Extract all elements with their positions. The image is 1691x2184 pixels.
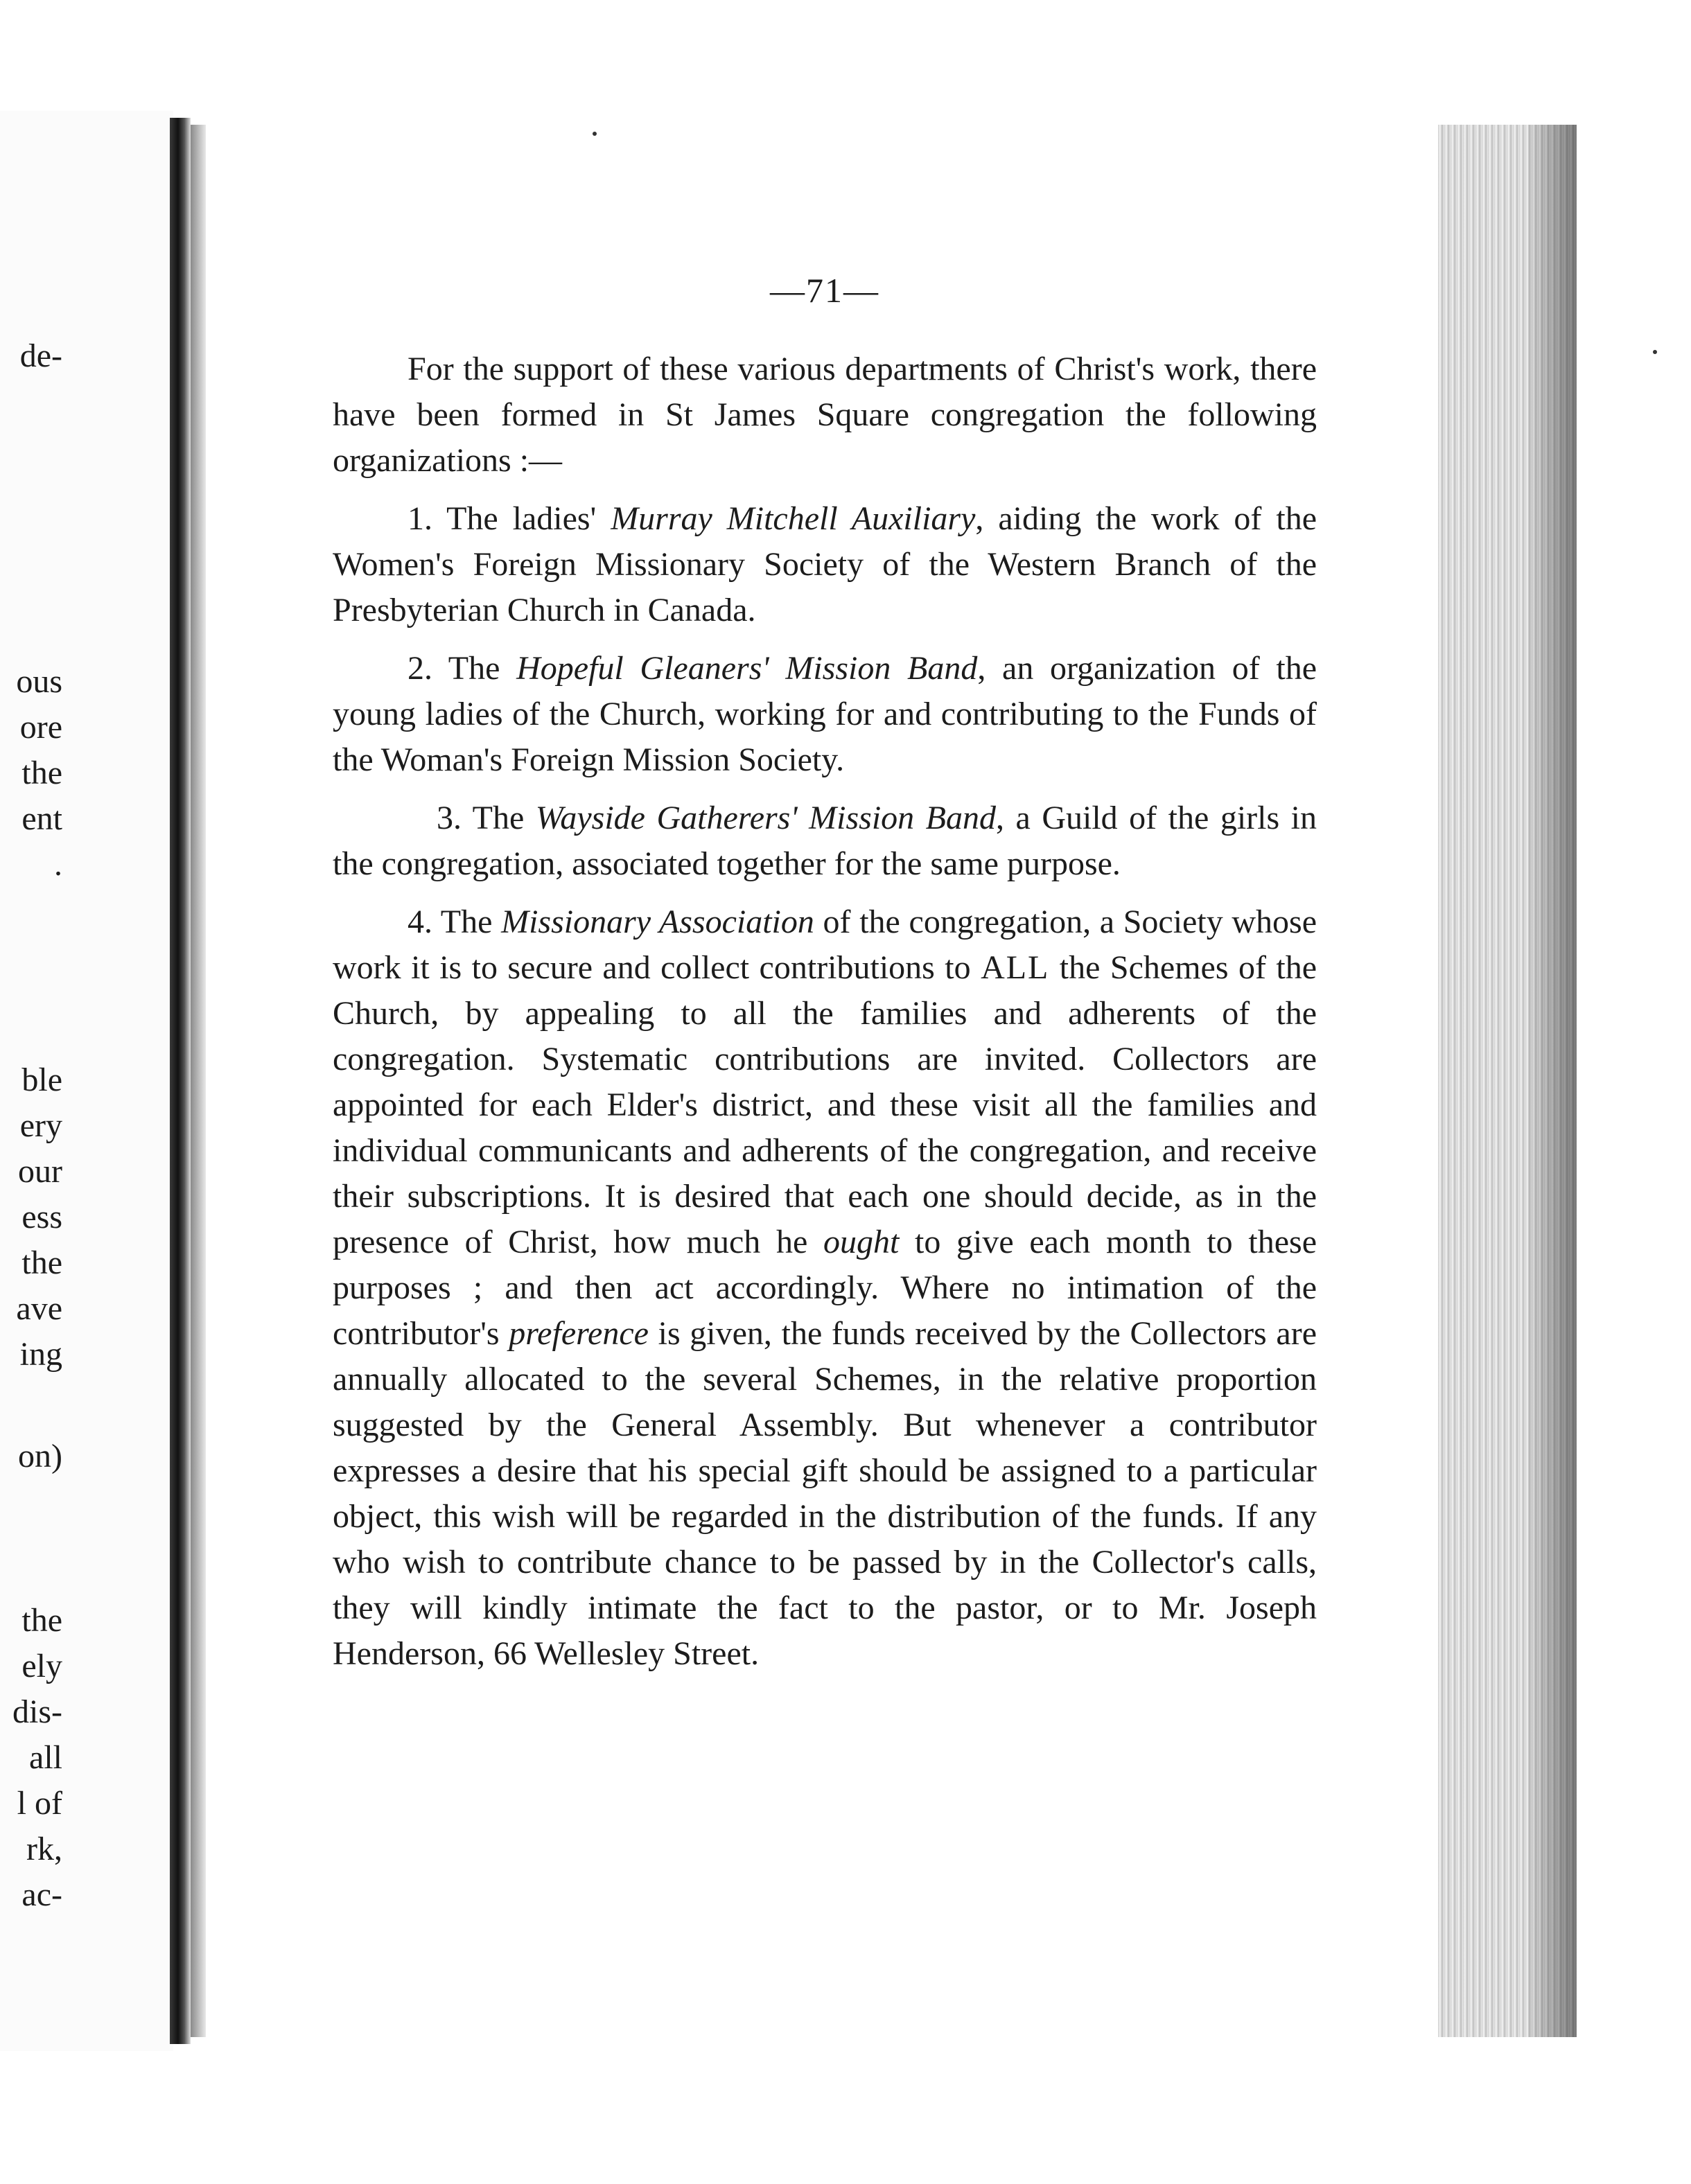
p1-italic: Murray Mitchell Auxiliary — [611, 500, 976, 537]
p2-italic: Hopeful Gleaners' Mission Band — [516, 650, 978, 687]
p4-part-4: is given, the funds received by the Collectors are annually allocated to the several Schemes, in the relative proportion suggested by the General Assembly. But whenever a contributor expresses a desire that his special gift should be assigned to a particular object, this wish will be regarded in the distribution of the funds. If any who wish to contribute chance to be passed by in the Collector's calls, they will kindly intimate the fact to the pastor, or to Mr. Joseph Henderson, 66 Wellesley Street. — [333, 1315, 1317, 1672]
p3-italic: Wayside Gatherers' Mission Band — [535, 800, 996, 836]
intro-paragraph: For the support of these various departments of Christ's work, there have been formed in St James Square congregation the following organizations :— — [333, 351, 1317, 479]
scan-speck — [1653, 350, 1657, 354]
left-line-fragment: . — [54, 846, 62, 883]
p4-all-small-caps: ALL — [981, 949, 1050, 986]
left-line-fragment: ac- — [21, 1876, 62, 1913]
left-line-fragment: ble — [21, 1062, 62, 1098]
p1-rest: , aiding the work of the Women's Foreign Missionary Society of the Western Branch of the Presbyterian Church in Canada. — [333, 500, 1317, 628]
left-line-fragment: ave — [16, 1290, 62, 1327]
p4-part-2: the Schemes of the Church, by appealing to all the families and adherents of the congregation. Systematic contributions are invited. Collectors are appointed for each Elder's district, and these visit all the families and individual communicants and adherents of the congregation, and receive their subscriptions. It is desired that each one should decide, as in the presence of Christ, how much he — [333, 949, 1317, 1260]
p4-part-3: to give each month to these purposes ; and then act accordingly. Where no intimation of the contributor's — [333, 1224, 1317, 1352]
left-line-fragment: ent — [21, 800, 62, 837]
paragraph-4 — [333, 899, 1317, 1677]
left-line-fragment: de- — [19, 337, 62, 374]
body-text — [333, 346, 1317, 1689]
p4-italic-1: Missionary Association — [501, 904, 814, 940]
p1-lead: 1. The ladies' — [408, 500, 611, 537]
p4-italic-3: preference — [509, 1315, 649, 1352]
p2-lead: 2. The — [408, 650, 517, 687]
left-line-fragment: the — [21, 1244, 62, 1281]
left-line-fragment: dis- — [12, 1693, 62, 1730]
left-line-fragment: ing — [19, 1336, 62, 1373]
p4-italic-2: ought — [823, 1224, 900, 1260]
paragraph-3 — [333, 795, 1317, 887]
page-number: —71— — [770, 271, 879, 310]
left-line-fragment: ous — [16, 663, 62, 700]
left-line-fragment: the — [21, 1602, 62, 1639]
p4-lead: 4. The — [408, 904, 502, 940]
p2-rest: , an organization of the young ladies of the Church, working for and contributing to the Funds of the Woman's Foreign Mission Society. — [333, 650, 1317, 778]
paragraph-2 — [333, 646, 1317, 783]
left-page-fragment — [0, 111, 173, 2051]
left-line-fragment: all — [29, 1739, 62, 1776]
left-line-fragment: ore — [19, 709, 62, 746]
page-gutter — [191, 125, 206, 2037]
left-line-fragment: on) — [18, 1438, 62, 1474]
left-line-fragment: ely — [21, 1648, 62, 1684]
page-edges-shadow — [1528, 125, 1577, 2037]
left-line-fragment: the — [21, 755, 62, 791]
p4-part-1: of the congregation, a Society whose work it is to secure and collect contributions to — [333, 904, 1317, 986]
p3-lead: 3. The — [437, 800, 536, 836]
left-line-fragment: ery — [19, 1107, 62, 1144]
p3-rest: , a Guild of the girls in the congregation, associated together for the same purpose. — [333, 800, 1317, 882]
paragraph-1 — [333, 496, 1317, 633]
left-line-fragment: rk, — [26, 1831, 62, 1867]
left-line-fragment: l of — [17, 1785, 62, 1822]
scan-speck — [593, 132, 597, 136]
left-line-fragment: ess — [21, 1199, 62, 1235]
left-line-fragment: our — [18, 1153, 62, 1190]
binding-shadow — [170, 118, 191, 2044]
